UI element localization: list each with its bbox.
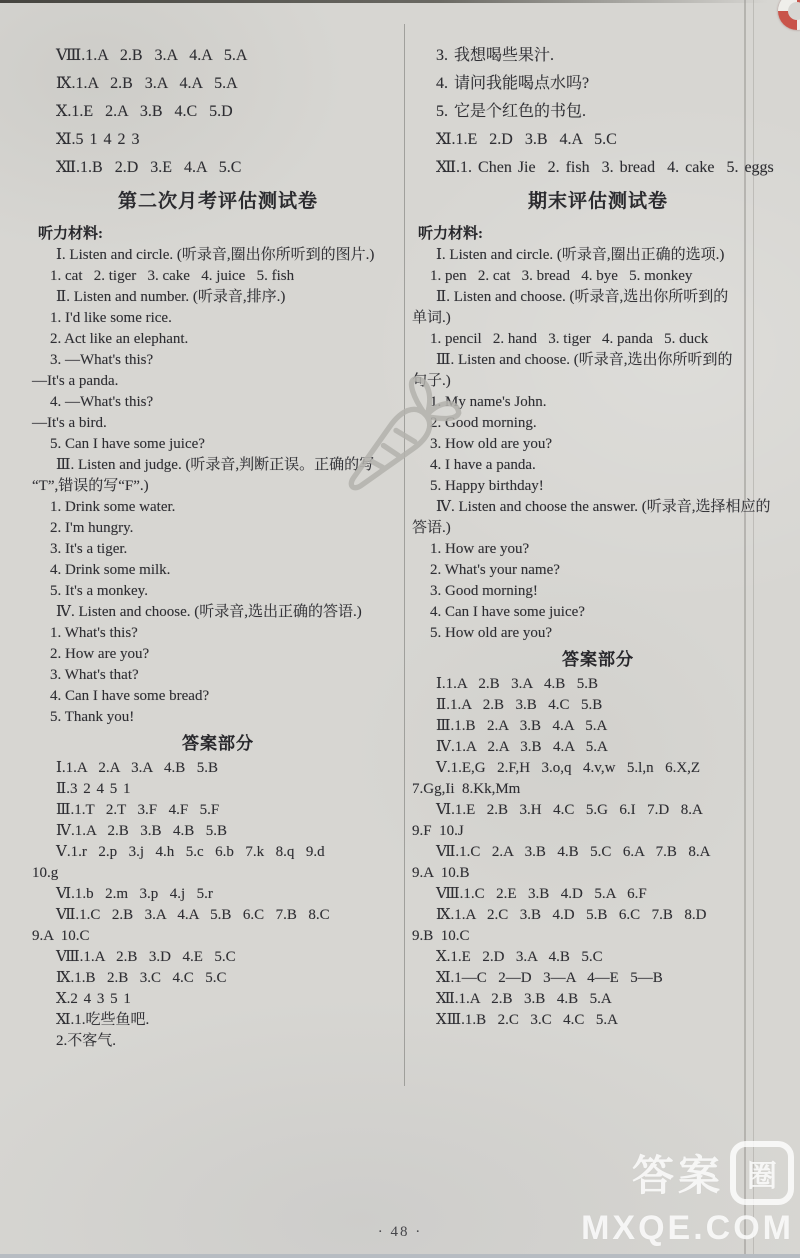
- watermark-logo-row: [581, 1141, 794, 1205]
- text-line: Ⅷ.1.A 2.B 3.A 4.A 5.A: [56, 47, 248, 64]
- text-line: —It's a panda.: [32, 373, 119, 389]
- answers-heading: 答案部分: [182, 734, 254, 753]
- text-line: 1. pencil 2. hand 3. tiger 4. panda 5. duck: [430, 331, 709, 347]
- text-line: 1. cat 2. tiger 3. cake 4. juice 5. fish: [50, 268, 295, 284]
- text-line: Ⅸ.1.A 2.C 3.B 4.D 5.B 6.C 7.B 8.D: [436, 907, 707, 923]
- text-line: 9.A 10.C: [32, 928, 90, 944]
- text-line: 单词.): [412, 310, 451, 326]
- section-title: 期末评估测试卷: [527, 191, 668, 212]
- text-line: Ⅱ. Listen and choose. (听录音,选出你所听到的: [436, 289, 729, 305]
- text-line: 2. Act like an elephant.: [50, 331, 189, 347]
- watermark-url: MXQE.COM: [581, 1209, 794, 1247]
- text-line: 2. What's your name?: [430, 562, 560, 578]
- text-line: Ⅵ.1.E 2.B 3.H 4.C 5.G 6.I 7.D 8.A: [436, 802, 703, 818]
- text-line: Ⅺ.1.吃些鱼吧.: [56, 1012, 150, 1028]
- text-line: —It's a bird.: [32, 415, 107, 431]
- text-line: Ⅲ. Listen and choose. (听录音,选出你所听到的: [436, 352, 733, 368]
- text-line: 3. What's that?: [50, 667, 139, 683]
- text-line: 1. How are you?: [430, 541, 530, 557]
- text-line: Ⅱ.3 2 4 5 1: [56, 781, 131, 797]
- site-watermark: [581, 1141, 794, 1248]
- text-line: 2. Good morning.: [430, 415, 537, 431]
- text-line: 1. What's this?: [50, 625, 138, 641]
- text-line: Ⅵ.1.b 2.m 3.p 4.j 5.r: [56, 886, 213, 902]
- watermark-logo-box-icon: [730, 1141, 794, 1205]
- page-bottom-edge: [0, 1254, 800, 1258]
- text-line: 9.F 10.J: [412, 823, 464, 839]
- text-line: 3. It's a tiger.: [50, 541, 128, 557]
- text-line: Ⅹ.1.E 2.A 3.B 4.C 5.D: [56, 103, 233, 120]
- text-line: 3. 我想喝些果汁.: [436, 47, 555, 64]
- text-line: Ⅴ.1.r 2.p 3.j 4.h 5.c 6.b 7.k 8.q 9.d: [56, 844, 325, 860]
- text-line: 5. It's a monkey.: [50, 583, 148, 599]
- section-title: 第二次月考评估测试卷: [117, 191, 318, 212]
- text-line: Ⅴ.1.E,G 2.F,H 3.o,q 4.v,w 5.l,n 6.X,Z: [436, 760, 701, 776]
- text-line: Ⅱ.1.A 2.B 3.B 4.C 5.B: [436, 697, 603, 713]
- text-line: Ⅷ.1.C 2.E 3.B 4.D 5.A 6.F: [436, 886, 647, 902]
- text-line: Ⅲ.1.T 2.T 3.F 4.F 5.F: [56, 802, 220, 818]
- text-line: 2. How are you?: [50, 646, 150, 662]
- text-line: Ⅰ. Listen and circle. (听录音,圈出你所听到的图片.): [56, 247, 375, 263]
- text-line: 9.B 10.C: [412, 928, 470, 944]
- text-line: 3. Good morning!: [430, 583, 538, 599]
- text-line: Ⅲ.1.B 2.A 3.B 4.A 5.A: [436, 718, 608, 734]
- text-line: 句子.): [412, 373, 451, 389]
- text-line: Ⅹ.2 4 3 5 1: [56, 991, 131, 1007]
- text-line: 3. —What's this?: [50, 352, 154, 368]
- text-line: 1. Drink some water.: [50, 499, 176, 515]
- text-line: Ⅺ.1—C 2—D 3—A 4—E 5—B: [436, 970, 663, 986]
- text-line: 3. How old are you?: [430, 436, 553, 452]
- text-line: 4. —What's this?: [50, 394, 154, 410]
- text-line: Ⅷ.1.A 2.B 3.D 4.E 5.C: [56, 949, 236, 965]
- text-line: 10.g: [32, 865, 59, 881]
- column-divider-line: [404, 24, 405, 1086]
- text-line: 1. pen 2. cat 3. bread 4. bye 5. monkey: [430, 268, 693, 284]
- text-line: 4. I have a panda.: [430, 457, 536, 473]
- text-line: Ⅶ.1.C 2.A 3.B 4.B 5.C 6.A 7.B 8.A: [436, 844, 711, 860]
- text-line: Ⅶ.1.C 2.B 3.A 4.A 5.B 6.C 7.B 8.C: [56, 907, 330, 923]
- text-line: Ⅱ. Listen and number. (听录音,排序.): [56, 289, 286, 305]
- page-top-edge: [0, 0, 800, 3]
- text-line: Ⅲ. Listen and judge. (听录音,判断正误。正确的写: [56, 457, 375, 473]
- text-line: 4. Drink some milk.: [50, 562, 171, 578]
- text-line: Ⅰ.1.A 2.A 3.A 4.B 5.B: [56, 760, 218, 776]
- text-line: Ⅻ.1.B 2.D 3.E 4.A 5.C: [56, 159, 242, 176]
- text-line: 5. 它是个红色的书包.: [436, 103, 587, 120]
- text-line: “T”,错误的写“F”.): [32, 478, 149, 494]
- red-ring-stamp-icon: [778, 0, 800, 30]
- text-line: 2. I'm hungry.: [50, 520, 134, 536]
- text-line: Ⅺ.1.E 2.D 3.B 4.A 5.C: [436, 131, 617, 148]
- listening-material-label: 听力材料:: [38, 226, 103, 242]
- watermark-logo-box-char: 圈: [747, 1160, 777, 1193]
- text-line: 1. I'd like some rice.: [50, 310, 172, 326]
- text-line: 1. My name's John.: [430, 394, 547, 410]
- text-line: 5. Can I have some juice?: [50, 436, 205, 452]
- text-line: Ⅰ. Listen and circle. (听录音,圈出正确的选项.): [436, 247, 725, 263]
- text-line: Ⅳ. Listen and choose the answer. (听录音,选择相应的: [436, 499, 771, 515]
- text-line: Ⅻ.1.A 2.B 3.B 4.B 5.A: [436, 991, 612, 1007]
- left-column: [32, 42, 404, 1052]
- text-line: Ⅳ. Listen and choose. (听录音,选出正确的答语.): [56, 604, 362, 620]
- text-line: 5. Happy birthday!: [430, 478, 544, 494]
- text-line: 答语.): [412, 520, 451, 536]
- page-number: · 48 ·: [377, 1224, 423, 1240]
- text-line: Ⅹ.1.E 2.D 3.A 4.B 5.C: [436, 949, 603, 965]
- text-line: Ⅸ.1.B 2.B 3.C 4.C 5.C: [56, 970, 227, 986]
- text-line: Ⅻ.1. Chen Jie 2. fish 3. bread 4. cake 5. eggs: [436, 159, 774, 176]
- text-line: 7.Gg,Ii 8.Kk,Mm: [412, 781, 521, 797]
- text-line: 4. 请问我能喝点水吗?: [436, 75, 590, 92]
- text-line: Ⅰ.1.A 2.B 3.A 4.B 5.B: [436, 676, 598, 692]
- text-line: 4. Can I have some bread?: [50, 688, 210, 704]
- listening-material-label: 听力材料:: [418, 226, 483, 242]
- text-line: 4. Can I have some juice?: [430, 604, 585, 620]
- text-line: 9.A 10.B: [412, 865, 470, 881]
- text-line: 2.不客气.: [56, 1033, 117, 1049]
- text-line: 5. Thank you!: [50, 709, 135, 725]
- text-line: ⅩⅢ.1.B 2.C 3.C 4.C 5.A: [436, 1012, 618, 1028]
- text-line: Ⅳ.1.A 2.A 3.B 4.A 5.A: [436, 739, 608, 755]
- text-line: Ⅳ.1.A 2.B 3.B 4.B 5.B: [56, 823, 228, 839]
- answers-heading: 答案部分: [562, 650, 634, 669]
- text-line: Ⅺ.5 1 4 2 3: [56, 131, 140, 148]
- text-line: 5. How old are you?: [430, 625, 553, 641]
- text-line: Ⅸ.1.A 2.B 3.A 4.A 5.A: [56, 75, 238, 92]
- right-column: [412, 42, 784, 1031]
- watermark-logo-text: 答案: [631, 1152, 724, 1199]
